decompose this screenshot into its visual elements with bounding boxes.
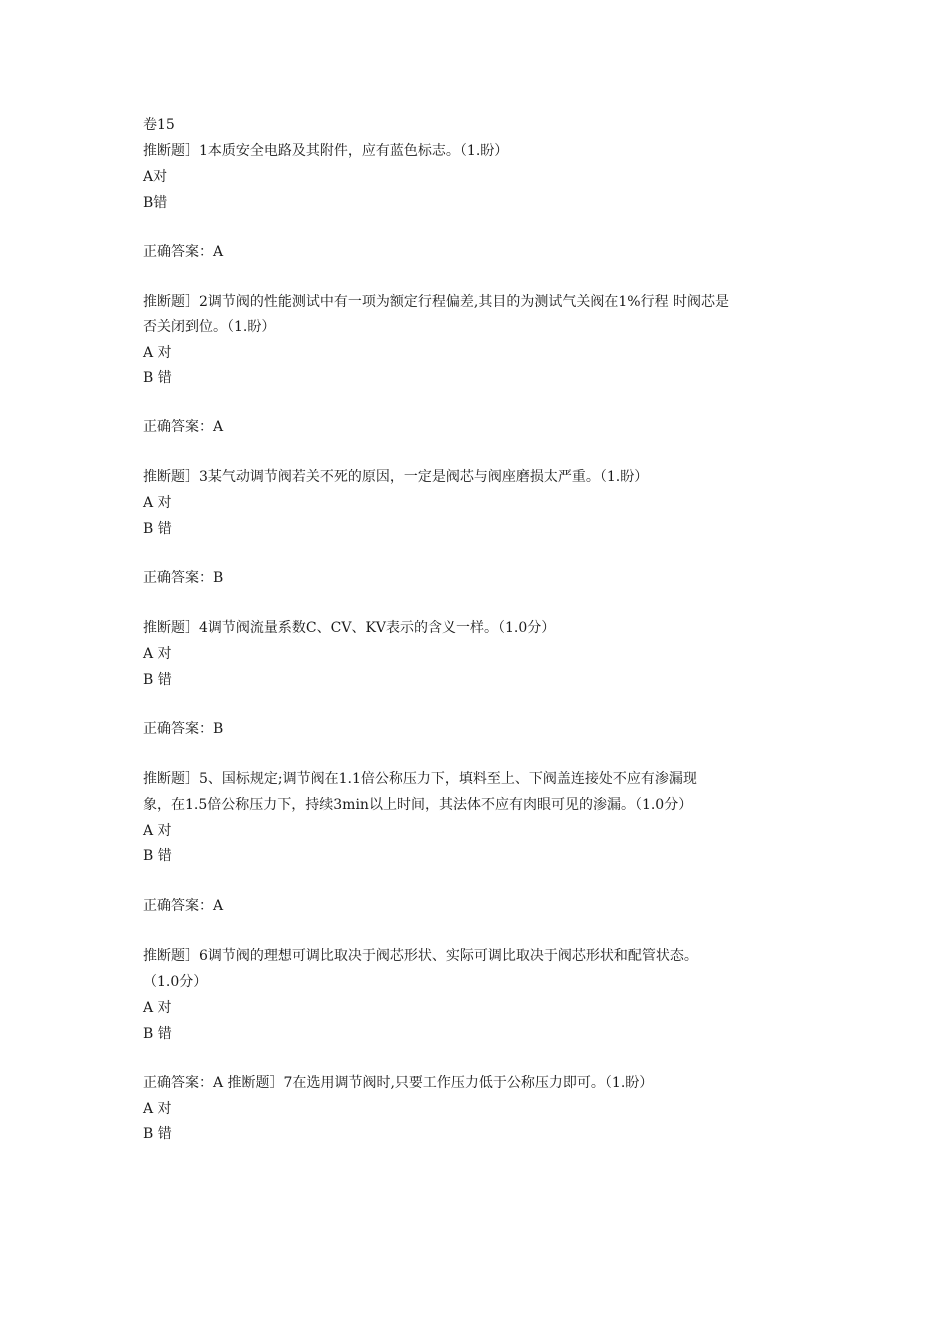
question-3-answer: 正确答案：B xyxy=(143,570,224,586)
question-1-option-a: A对 xyxy=(143,169,168,185)
question-4-option-a: A 对 xyxy=(143,646,172,662)
question-5-option-b: B 错 xyxy=(143,848,172,864)
question-4-option-b: B 错 xyxy=(143,672,172,688)
question-2-option-a: A 对 xyxy=(143,345,172,361)
document-title: 卷15 xyxy=(143,117,175,133)
question-4-text: 推断题］4调节阀流量系数C、CV、KV表示的含义一样。（1.0分） xyxy=(143,620,556,636)
question-5-text-continued: 象，在1.5倍公称压力下，持续3min以上时间，其法体不应有肉眼可见的渗漏。（1.0分） xyxy=(143,797,693,813)
question-1-option-b: B错 xyxy=(143,195,168,211)
question-6-option-a: A 对 xyxy=(143,1000,172,1016)
question-2-option-b: B 错 xyxy=(143,370,172,386)
question-4-answer: 正确答案：B xyxy=(143,721,224,737)
question-5-option-a: A 对 xyxy=(143,823,172,839)
question-3-option-a: A 对 xyxy=(143,495,172,511)
question-3-text: 推断题］3某气动调节阀若关不死的原因，一定是阀芯与阀座磨损太严重。（1.盼） xyxy=(143,469,649,485)
question-3-option-b: B 错 xyxy=(143,521,172,537)
question-2-text: 推断题］2调节阀的性能测试中有一项为额定行程偏差,其目的为测试气关阀在1%行程 时阀芯是 xyxy=(143,294,730,310)
question-7-option-b: B 错 xyxy=(143,1126,172,1142)
question-5-answer: 正确答案：A xyxy=(143,898,224,914)
question-6-text: 推断题］6调节阀的理想可调比取决于阀芯形状、实际可调比取决于阀芯形状和配管状态。 xyxy=(143,948,698,964)
question-1-text: 推断题］1本质安全电路及其附件，应有蓝色标志。（1.盼） xyxy=(143,143,509,159)
question-6-answer-and-question-7-text: 正确答案：A 推断题］7在选用调节阀时,只要工作压力低于公称压力即可。（1.盼） xyxy=(143,1075,654,1091)
question-7-option-a: A 对 xyxy=(143,1101,172,1117)
question-2-answer: 正确答案：A xyxy=(143,419,224,435)
question-6-option-b: B 错 xyxy=(143,1026,172,1042)
question-2-text-continued: 否关闭到位。（1.盼） xyxy=(143,319,276,335)
question-1-answer: 正确答案：A xyxy=(143,244,224,260)
question-5-text: 推断题］5、国标规定;调节阀在1.1倍公称压力下，填料至上、下阀盖连接处不应有渗漏现 xyxy=(143,771,697,787)
question-6-text-continued: （1.0分） xyxy=(143,974,208,990)
